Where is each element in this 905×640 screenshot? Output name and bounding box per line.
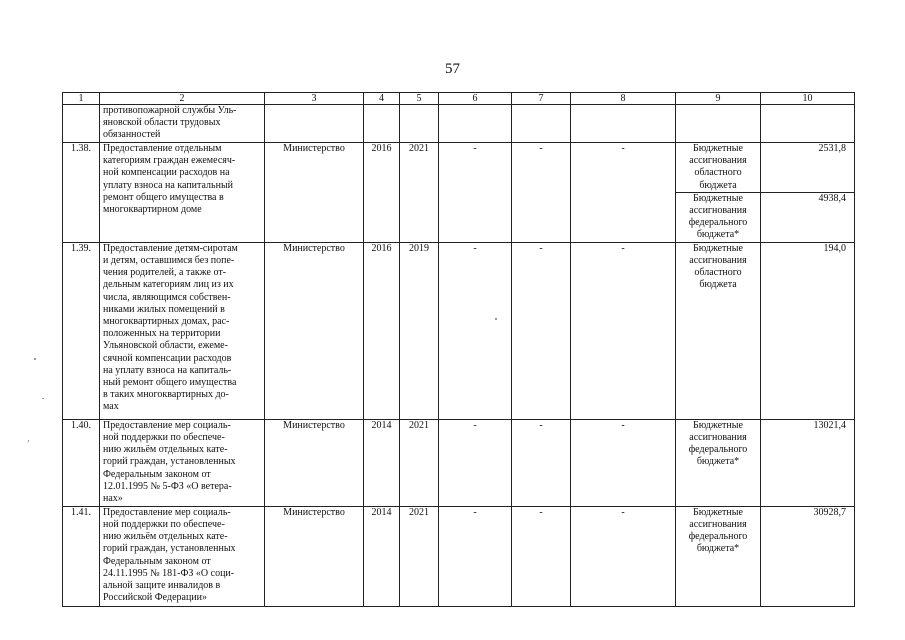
- start-year: 2016: [364, 143, 400, 243]
- start-year: 2014: [364, 419, 400, 506]
- column-header: 1: [63, 93, 100, 105]
- page-number: 57: [445, 61, 460, 77]
- funding-amount: 2531,8: [761, 143, 855, 193]
- funding-source: Бюджетные ассигнования федерального бюджета*: [676, 506, 761, 606]
- column-header: 10: [761, 93, 855, 105]
- column-6-value: -: [439, 419, 512, 506]
- measure-description: Предоставление отдельным категориям граждан ежемесяч- ной компенсации расходов на уплату взноса на капитальный ремонт общего имущества в многоквартирном доме: [100, 143, 265, 243]
- funding-amount: 30928,7: [761, 506, 855, 606]
- executor: Министерство: [265, 242, 364, 419]
- funding-amount: 194,0: [761, 242, 855, 419]
- start-year: 2016: [364, 242, 400, 419]
- table-row: [63, 143, 855, 193]
- executor: Министерство: [265, 419, 364, 506]
- funding-amount: 4938,4: [761, 192, 855, 242]
- column-header: 3: [265, 93, 364, 105]
- column-7-value: -: [512, 419, 571, 506]
- end-year: 2021: [400, 506, 439, 606]
- column-8-value: -: [571, 419, 676, 506]
- end-year: 2019: [400, 242, 439, 419]
- executor: Министерство: [265, 143, 364, 243]
- column-header: 9: [676, 93, 761, 105]
- scan-speck: [34, 358, 36, 360]
- column-header: 8: [571, 93, 676, 105]
- column-8-value: -: [571, 242, 676, 419]
- scan-speck: [42, 398, 44, 399]
- funding-source: Бюджетные ассигнования областного бюджета: [676, 242, 761, 419]
- column-6-value: -: [439, 506, 512, 606]
- table-row: [63, 419, 855, 506]
- table-row: [63, 242, 855, 419]
- end-year: 2021: [400, 419, 439, 506]
- measure-description: Предоставление детям-сиротам и детям, оставшимся без попе- чения родителей, а также от- дельным категориям лиц из их числа, являющимся собствен- никами жилых помещений в многоквартирных домах, рас- положенных на территории Ульяновской области, ежеме- сячной компенсации расходов на уплату взноса на капиталь- ный ремонт общего имущества в таких многоквартирных до- мах: [100, 242, 265, 419]
- measure-description: Предоставление мер социаль- ной поддержки по обеспече- нию жильём отдельных кате- горий граждан, установленных Федеральным законом от 24.11.1995 № 181-ФЗ «О соци- альной защите инвалидов в Российской Федерации»: [100, 506, 265, 606]
- scan-speck: [28, 440, 29, 442]
- funding-source: Бюджетные ассигнования федерального бюджета*: [676, 419, 761, 506]
- column-7-value: -: [512, 506, 571, 606]
- row-number: 1.41.: [63, 506, 100, 606]
- measure-description: Предоставление мер социаль- ной поддержки по обеспече- нию жильём отдельных кате- горий граждан, установленных Федеральным законом от 12.01.1995 № 5-ФЗ «О ветера- нах»: [100, 419, 265, 506]
- funding-amount: 13021,4: [761, 419, 855, 506]
- column-header: 5: [400, 93, 439, 105]
- column-header: 2: [100, 93, 265, 105]
- scan-speck: [495, 318, 497, 320]
- column-header: 7: [512, 93, 571, 105]
- row-number: 1.39.: [63, 242, 100, 419]
- column-6-value: -: [439, 242, 512, 419]
- table-row: [63, 506, 855, 606]
- column-7-value: -: [512, 143, 571, 243]
- row-number: 1.38.: [63, 143, 100, 243]
- column-header: 4: [364, 93, 400, 105]
- continuation-row: [63, 105, 855, 143]
- end-year: 2021: [400, 143, 439, 243]
- column-6-value: -: [439, 143, 512, 243]
- funding-source: Бюджетные ассигнования федерального бюджета*: [676, 192, 761, 242]
- measure-description: противопожарной службы Уль- яновской области трудовых обязанностей: [100, 105, 265, 143]
- column-7-value: -: [512, 242, 571, 419]
- program-measures-table: [62, 92, 855, 607]
- column-header: 6: [439, 93, 512, 105]
- column-8-value: -: [571, 143, 676, 243]
- row-number: 1.40.: [63, 419, 100, 506]
- column-8-value: -: [571, 506, 676, 606]
- start-year: 2014: [364, 506, 400, 606]
- executor: Министерство: [265, 506, 364, 606]
- column-number-row: [63, 93, 855, 105]
- funding-source: Бюджетные ассигнования областного бюджета: [676, 143, 761, 193]
